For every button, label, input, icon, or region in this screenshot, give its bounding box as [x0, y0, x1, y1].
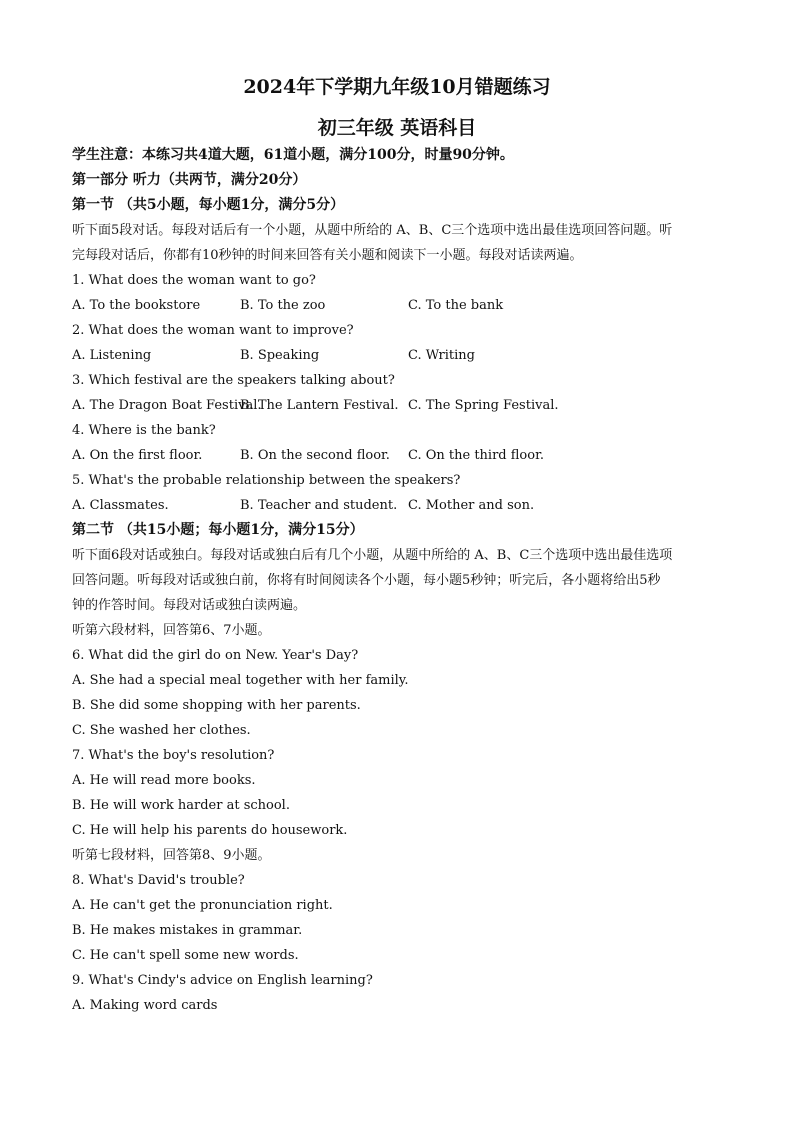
section1-heading: 第一节 （共5小题，每小题1分，满分5分） [72, 197, 345, 213]
question-1-options [72, 293, 724, 318]
material-7-note: 听第七段材料，回答第8、9小题。 [72, 848, 271, 863]
option-a: A. He can't get the pronunciation right. [72, 898, 333, 913]
option-c: C. To the bank [408, 298, 504, 313]
question-3-options [72, 393, 724, 418]
page-title: 2024年下学期九年级10月错题练习 [243, 76, 551, 98]
option-b: B. To the zoo [240, 298, 326, 313]
option-c: C. Writing [408, 348, 475, 363]
student-notice: 学生注意：本练习共4道大题，61道小题，满分100分，时量90分钟。 [72, 147, 514, 163]
question-2: 2. What does the woman want to improve? [72, 323, 354, 338]
option-b: B. She did some shopping with her parents. [72, 698, 361, 713]
question-5: 5. What's the probable relationship between the speakers? [72, 473, 461, 488]
material-6-note: 听第六段材料，回答第6、7小题。 [72, 623, 271, 638]
question-3: 3. Which festival are the speakers talking about? [72, 373, 395, 388]
section1-instructions-line: 完每段对话后，你都有10秒钟的时间来回答有关小题和阅读下一小题。每段对话读两遍。 [72, 248, 583, 263]
section2-instructions-line: 钟的作答时间。每段对话或独白读两遍。 [72, 598, 307, 613]
option-c: C. She washed her clothes. [72, 723, 251, 738]
option-b: B. On the second floor. [240, 448, 390, 463]
option-c: C. The Spring Festival. [408, 398, 559, 413]
option-a: A. Making word cards [72, 998, 218, 1013]
option-c: C. Mother and son. [408, 498, 535, 513]
question-4-options [72, 443, 724, 468]
part1-heading: 第一部分 听力（共两节，满分20分） [72, 172, 307, 188]
option-b: B. The Lantern Festival. [240, 398, 399, 413]
option-c: C. He can't spell some new words. [72, 948, 299, 963]
option-b: B. Speaking [240, 348, 320, 363]
page-subtitle: 初三年级 英语科目 [317, 117, 477, 139]
option-a: A. On the first floor. [72, 448, 203, 463]
question-8: 8. What's David's trouble? [72, 873, 245, 888]
question-2-options [72, 343, 724, 368]
question-9: 9. What's Cindy's advice on English learning? [72, 973, 373, 988]
option-b: B. He will work harder at school. [72, 798, 290, 813]
question-4: 4. Where is the bank? [72, 423, 216, 438]
option-b: B. He makes mistakes in grammar. [72, 923, 303, 938]
option-a: A. The Dragon Boat Festival. [72, 398, 262, 413]
option-a: A. He will read more books. [72, 773, 256, 788]
question-5-options [72, 493, 724, 518]
option-a: A. She had a special meal together with her family. [72, 673, 409, 688]
section2-instructions-line: 听下面6段对话或独白。每段对话或独白后有几个小题，从题中所给的 A、B、C三个选项中选出最佳选项 [72, 548, 673, 563]
question-6: 6. What did the girl do on New. Year's Day? [72, 648, 359, 663]
option-c: C. On the third floor. [408, 448, 544, 463]
option-a: A. Classmates. [72, 498, 169, 513]
section1-instructions-line: 听下面5段对话。每段对话后有一个小题，从题中所给的 A、B、C三个选项中选出最佳选项回答问题。听 [72, 223, 673, 238]
option-a: A. To the bookstore [72, 298, 201, 313]
question-1: 1. What does the woman want to go? [72, 273, 316, 288]
option-b: B. Teacher and student. [240, 498, 398, 513]
option-c: C. He will help his parents do housework. [72, 823, 348, 838]
question-7: 7. What's the boy's resolution? [72, 748, 275, 763]
section2-instructions-line: 回答问题。听每段对话或独白前，你将有时间阅读各个小题，每小题5秒钟；听完后，各小题将给出5秒 [72, 573, 661, 588]
section2-heading: 第二节 （共15小题；每小题1分，满分15分） [72, 522, 364, 538]
option-a: A. Listening [72, 348, 152, 363]
